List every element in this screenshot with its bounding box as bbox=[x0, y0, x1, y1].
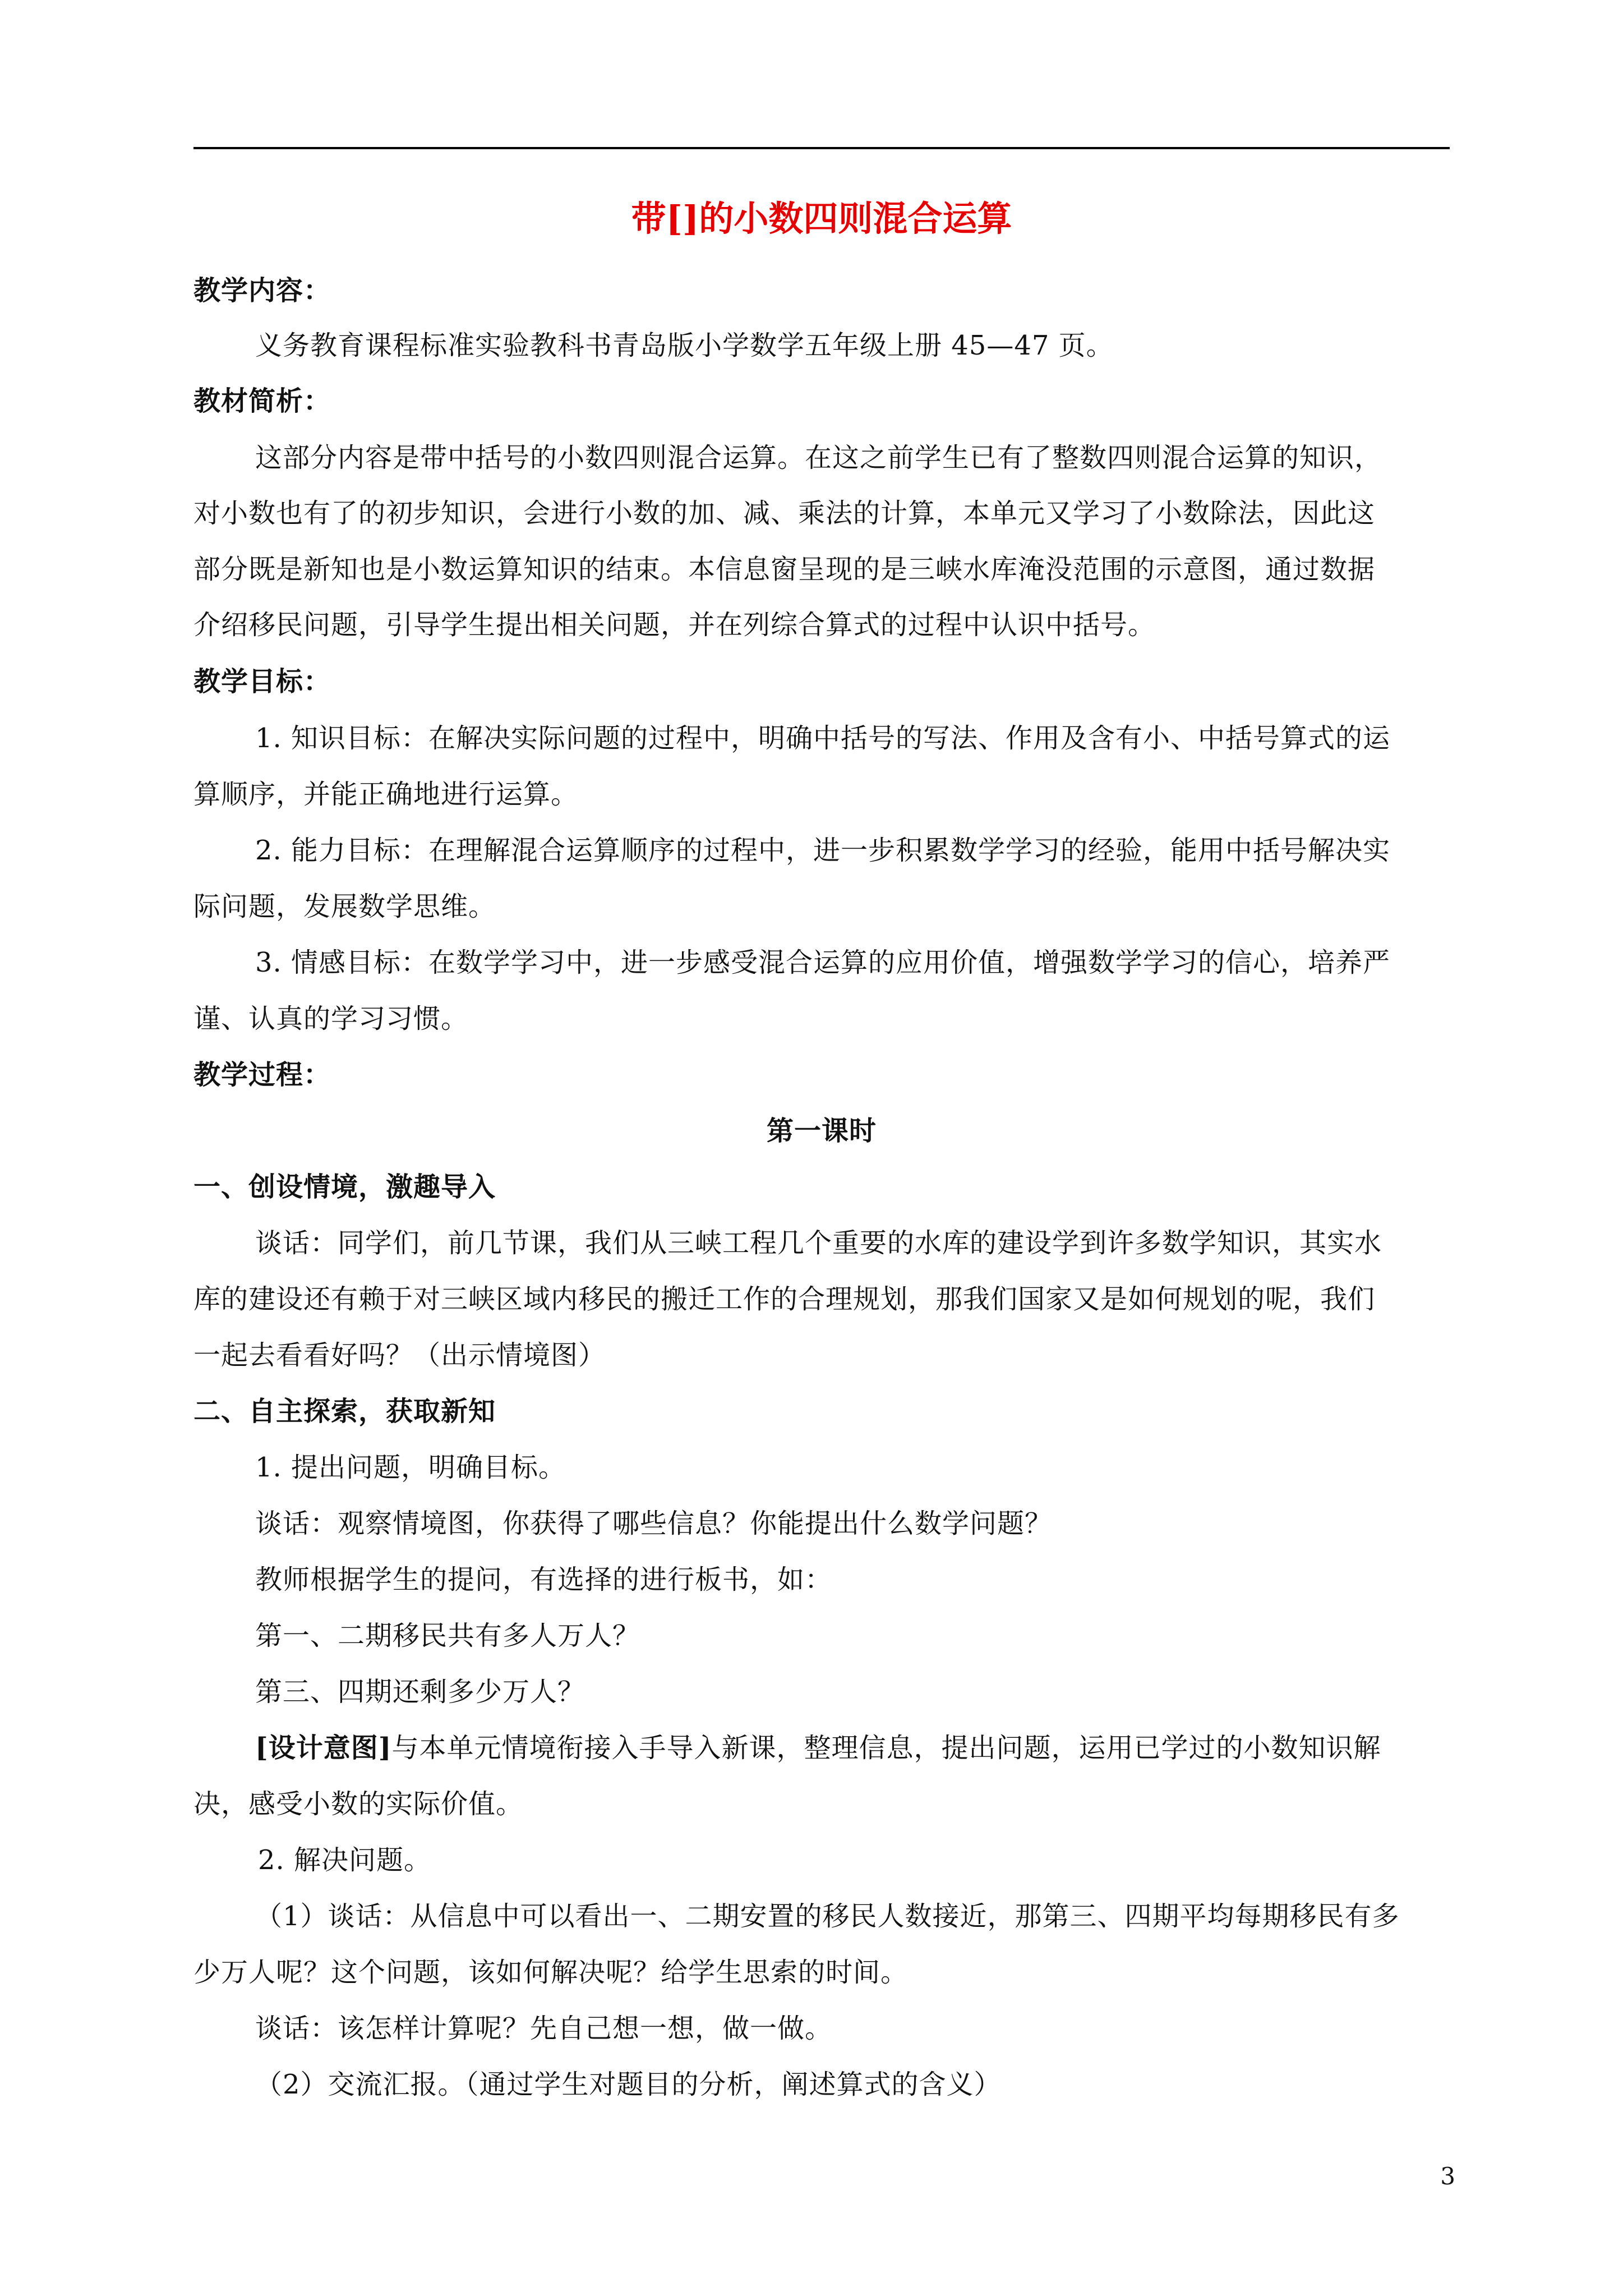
sub-1-line: （1）谈话：从信息中可以看出一、二期安置的移民人数接近，那第三、四期平均每期移民有多 bbox=[255, 1901, 1400, 1932]
part-1-line: 库的建设还有赖于对三峡区域内移民的搬迁工作的合理规划，那我们国家又是如何规划的呢，我们 bbox=[193, 1283, 1376, 1315]
process-heading: 教学过程： bbox=[193, 1059, 331, 1091]
content-heading: 教学内容： bbox=[193, 275, 331, 306]
header-rule bbox=[193, 147, 1450, 149]
question-2: 第三、四期还剩多少万人？ bbox=[255, 1676, 585, 1708]
part-1-heading: 一、创设情境，激趣导入 bbox=[193, 1171, 496, 1203]
part-2-heading: 二、自主探索，获取新知 bbox=[193, 1396, 496, 1427]
goal-2-line: 2. 能力目标：在理解混合运算顺序的过程中，进一步积累数学学习的经验，能用中括号解决实 bbox=[255, 835, 1391, 866]
goal-3-line: 谨、认真的学习习惯。 bbox=[193, 1003, 469, 1034]
content-text: 义务教育课程标准实验教科书青岛版小学数学五年级上册 45—47 页。 bbox=[255, 330, 1114, 361]
question-1: 第一、二期移民共有多人万人？ bbox=[255, 1620, 640, 1651]
goals-heading: 教学目标： bbox=[193, 666, 331, 697]
analysis-heading: 教材简析： bbox=[193, 385, 331, 417]
part-1-line: 一起去看看好吗？（出示情境图） bbox=[193, 1340, 606, 1371]
analysis-line: 这部分内容是带中括号的小数四则混合运算。在这之前学生已有了整数四则混合运算的知识， bbox=[255, 442, 1382, 473]
step-2: 2. 解决问题。 bbox=[258, 1844, 432, 1876]
teacher-note: 教师根据学生的提问，有选择的进行板书，如： bbox=[255, 1564, 833, 1595]
design-intent-line-2: 决，感受小数的实际价值。 bbox=[193, 1788, 524, 1820]
analysis-line: 介绍移民问题，引导学生提出相关问题，并在列综合算式的过程中认识中括号。 bbox=[193, 609, 1156, 641]
sub-1-line: 少万人呢？这个问题，该如何解决呢？给学生思索的时间。 bbox=[193, 1957, 909, 1988]
step-1: 1. 提出问题，明确目标。 bbox=[255, 1452, 566, 1483]
analysis-line: 部分既是新知也是小数运算知识的结束。本信息窗呈现的是三峡水库淹没范围的示意图，通过数据 bbox=[193, 554, 1376, 585]
talk-1: 谈话：观察情境图，你获得了哪些信息？你能提出什么数学问题？ bbox=[255, 1508, 1053, 1539]
goal-3-line: 3. 情感目标：在数学学习中，进一步感受混合运算的应用价值，增强数学学习的信心，培养严 bbox=[255, 947, 1391, 978]
page-title: 带[]的小数四则混合运算 bbox=[631, 198, 1012, 239]
goal-1-line: 1. 知识目标：在解决实际问题的过程中，明确中括号的写法、作用及含有小、中括号算式的运 bbox=[255, 723, 1391, 754]
part-1-line: 谈话：同学们，前几节课，我们从三峡工程几个重要的水库的建设学到许多数学知识，其实水 bbox=[255, 1227, 1382, 1259]
sub-2: （2）交流汇报。（通过学生对题目的分析，阐述算式的含义） bbox=[255, 2069, 1002, 2100]
talk-2: 谈话：该怎样计算呢？先自己想一想，做一做。 bbox=[255, 2013, 833, 2044]
design-intent-label: [设计意图] bbox=[255, 1732, 392, 1764]
page-number: 3 bbox=[1440, 2162, 1455, 2190]
goal-1-line: 算顺序，并能正确地进行运算。 bbox=[193, 779, 579, 810]
lesson-heading: 第一课时 bbox=[766, 1115, 877, 1147]
goal-2-line: 际问题，发展数学思维。 bbox=[193, 891, 496, 922]
analysis-line: 对小数也有了的初步知识，会进行小数的加、减、乘法的计算，本单元又学习了小数除法，因此这 bbox=[193, 498, 1376, 529]
design-intent-text: 与本单元情境衔接入手导入新课，整理信息，提出问题，运用已学过的小数知识解 bbox=[391, 1732, 1381, 1764]
design-intent-line bbox=[255, 1731, 1450, 1765]
